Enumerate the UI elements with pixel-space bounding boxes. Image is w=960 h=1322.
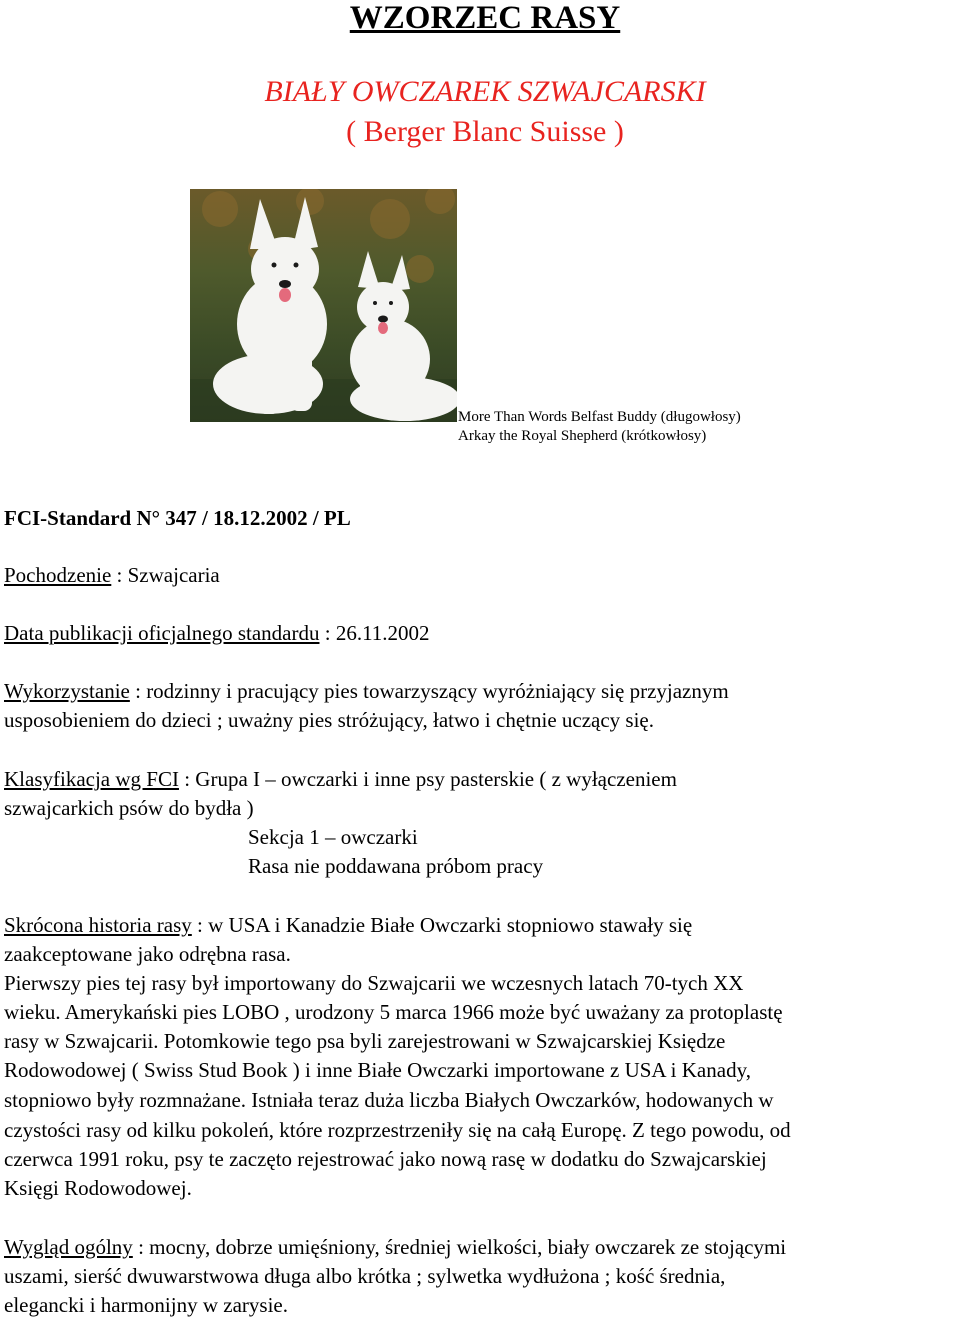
publication-value: : 26.11.2002 [319,621,430,645]
history-line: stopniowo były rozmnażane. Istniała teraz duża liczba Białych Owczarków, hodowanych w [4,1088,774,1112]
dogs-photo [190,189,457,422]
usage-text: : rodzinny i pracujący pies towarzyszący wyróżniający się przyjaznym [129,679,729,703]
classification-row [4,765,677,794]
appearance-line2: uszami, sierść dwuwarstwowa długa albo krótka ; sylwetka wydłużona ; kość średnia, [4,1264,726,1288]
origin-value: : Szwajcaria [111,563,220,587]
breed-name: BIAŁY OWCZAREK SZWAJCARSKI [264,75,706,108]
history-line: zaakceptowane jako odrębna rasa. [4,942,291,966]
appearance-line3: elegancki i harmonijny w zarysie. [4,1293,288,1317]
history-line: : w USA i Kanadzie Białe Owczarki stopniowo stawały się [191,913,693,937]
history-row [4,911,692,940]
origin-label: Pochodzenie [4,563,112,587]
classification-text: : Grupa I – owczarki i inne psy pasterskie ( z wyłączeniem [178,767,677,791]
history-line: czerwca 1991 roku, psy te zaczęto rejestrować jako nową rasę w dodatku do Szwajcarskiej [4,1147,767,1171]
photo-caption-line1: More Than Words Belfast Buddy (długowłosy) [458,409,741,425]
history-line: czystości rasy od kilku pokoleń, które rozprzestrzeniły się na całą Europę. Z tego powodu, od [4,1118,791,1142]
breed-name-french: ( Berger Blanc Suisse ) [346,115,624,148]
usage-row [4,677,729,706]
appearance-text: : mocny, dobrze umięśniony, średniej wielkości, biały owczarek ze stojącymi [132,1235,787,1259]
publication-row [4,619,430,648]
page-title: WZORZEC RASY [349,0,621,36]
two-white-dogs-image [190,189,457,422]
photo-caption-line2: Arkay the Royal Shepherd (krótkowłosy) [458,428,707,444]
appearance-label: Wygląd ogólny [4,1235,133,1259]
appearance-row [4,1233,786,1262]
history-line: Pierwszy pies tej rasy był importowany do Szwajcarii we wczesnych latach 70-tych XX [4,971,744,995]
usage-label: Wykorzystanie [4,679,130,703]
publication-label: Data publikacji oficjalnego standardu [4,621,320,645]
classification-section: Sekcja 1 – owczarki [248,825,418,849]
classification-label: Klasyfikacja wg FCI [4,767,179,791]
classification-working-trial: Rasa nie poddawana próbom pracy [248,854,544,878]
origin-row [4,561,220,590]
fci-standard-number: FCI-Standard N° 347 / 18.12.2002 / PL [4,506,351,530]
classification-line2: szwajcarkich psów do bydła ) [4,796,254,820]
history-label: Skrócona historia rasy [4,913,192,937]
history-line: rasy w Szwajcarii. Potomkowie tego psa byli zarejestrowani w Szwajcarskiej Księdze [4,1029,726,1053]
history-line: Księgi Rodowodowej. [4,1176,192,1200]
history-line: wieku. Amerykański pies LOBO , urodzony 5 marca 1966 może być uważany za protoplastę [4,1000,783,1024]
usage-text-line2: usposobieniem do dzieci ; uważny pies stróżujący, łatwo i chętnie uczący się. [4,708,655,732]
history-line: Rodowodowej ( Swiss Stud Book ) i inne Białe Owczarki importowane z USA i Kanady, [4,1058,751,1082]
